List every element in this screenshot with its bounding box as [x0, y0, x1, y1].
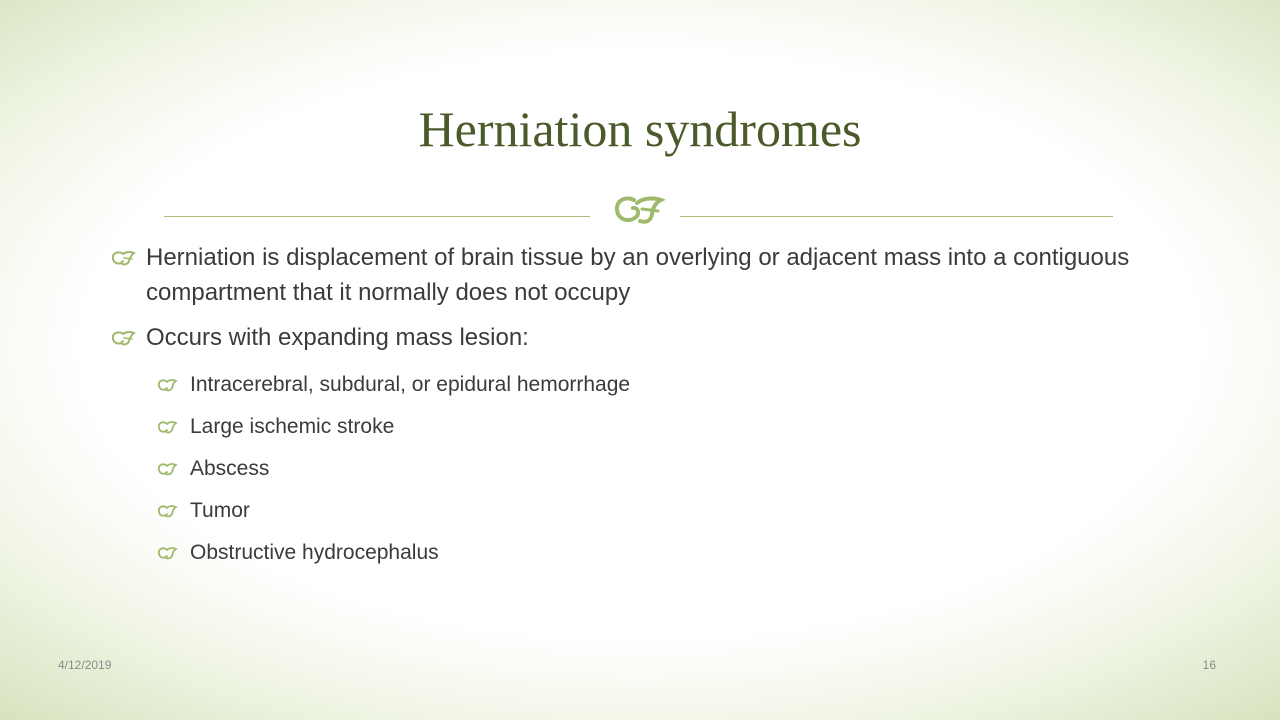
sub-bullet-text: Intracerebral, subdural, or epidural hemorrhage [190, 373, 631, 396]
sub-bullet-text: Large ischemic stroke [190, 415, 395, 438]
flourish-bullet-icon [156, 419, 178, 435]
sub-bullet-item [110, 413, 1170, 441]
bullet-text: Herniation is displacement of brain tissue by an overlying or adjacent mass into a contiguous compartment that it normally does not occupy [146, 244, 1130, 306]
title-divider-left [164, 216, 590, 217]
flourish-bullet-icon [110, 249, 136, 267]
slide-title: Herniation syndromes [418, 101, 862, 157]
sub-bullet-text: Abscess [190, 457, 270, 480]
sub-bullet-text: Tumor [190, 499, 250, 522]
flourish-bullet-icon [110, 329, 136, 347]
flourish-bullet-icon [156, 545, 178, 561]
slide-body [110, 240, 1170, 581]
sub-bullet-item [110, 539, 1170, 567]
flourish-bullet-icon [156, 377, 178, 393]
bullet-item [110, 320, 1170, 355]
sub-bullet-item [110, 371, 1170, 399]
sub-bullet-text: Obstructive hydrocephalus [190, 541, 439, 564]
sub-bullet-item [110, 455, 1170, 483]
title-divider-right [680, 216, 1113, 217]
flourish-bullet-icon [156, 503, 178, 519]
sub-bullet-item [110, 497, 1170, 525]
slide-number: 16 [1202, 658, 1216, 672]
bullet-text: Occurs with expanding mass lesion: [146, 324, 529, 351]
scroll-flourish-icon [604, 190, 676, 230]
footer-date: 4/12/2019 [58, 658, 112, 672]
flourish-bullet-icon [156, 461, 178, 477]
bullet-item [110, 240, 1170, 310]
